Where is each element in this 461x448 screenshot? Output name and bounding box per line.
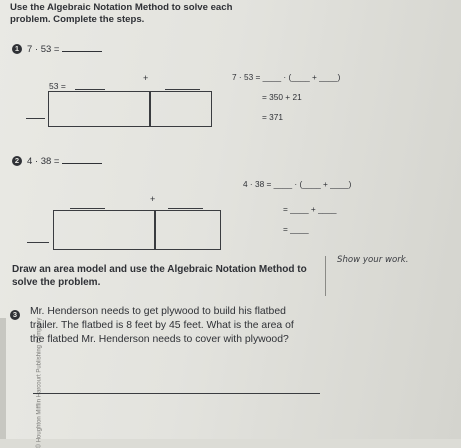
problem-1-number: 1 [12,44,22,54]
model-2-plus: + [150,194,156,204]
problem-2-expression: 4 · 38 = [27,156,60,167]
problem-2-step-2: = ____ + ____ [283,204,337,214]
problem-2-prompt [12,156,102,167]
problem-3-number: 3 [10,310,20,320]
answer-line[interactable] [62,163,102,164]
model-1-plus: + [143,73,149,83]
model-1-top-blank-left[interactable] [75,89,105,90]
problem-1-step-1: 7 · 53 = ____ · (____ + ____) [232,72,341,82]
area-model-1-right [150,91,212,127]
problem-3-number-wrap [10,306,25,324]
problem-2-step-1: 4 · 38 = ____ · (____ + ____) [243,179,352,189]
show-work-note: Show your work. [337,255,409,265]
model-1-top-blank-right[interactable] [165,89,200,90]
problem-3-text: Mr. Henderson needs to get plywood to build his flatbed trailer. The flatbed is 8 feet by 45 feet. What is the area of the flatbed Mr. Henderson needs to cover with plywood? [30,306,294,345]
spine-text: © Houghton Mifflin Harcourt Publishing Company [36,317,43,448]
model-2-side-blank[interactable] [27,242,49,243]
problem-2-step-3: = ____ [283,224,309,234]
area-model-1-left [48,91,150,127]
work-area-divider [325,256,326,296]
page-spine [0,318,6,439]
model-2-top-blank-left[interactable] [70,208,105,209]
draw-instructions: Draw an area model and use the Algebraic Notation Method to solve the problem. [12,264,307,288]
model-1-side-blank[interactable] [26,118,45,119]
model-2-top-blank-right[interactable] [168,208,203,209]
problem-1-step-2: = 350 + 21 [262,92,302,102]
problem-1-step-3: = 371 [262,112,283,122]
instructions: Use the Algebraic Notation Method to solve each problem. Complete the steps. [10,2,233,25]
problem-2-number: 2 [12,156,22,166]
problem-3-answer-line[interactable] [33,393,320,394]
problem-1-expression: 7 · 53 = [27,44,60,55]
problem-1-prompt [12,44,102,55]
answer-line[interactable] [62,51,102,52]
area-model-2-left [53,210,155,250]
area-model-2-right [155,210,221,250]
model-1-label: 53 = [49,81,66,91]
